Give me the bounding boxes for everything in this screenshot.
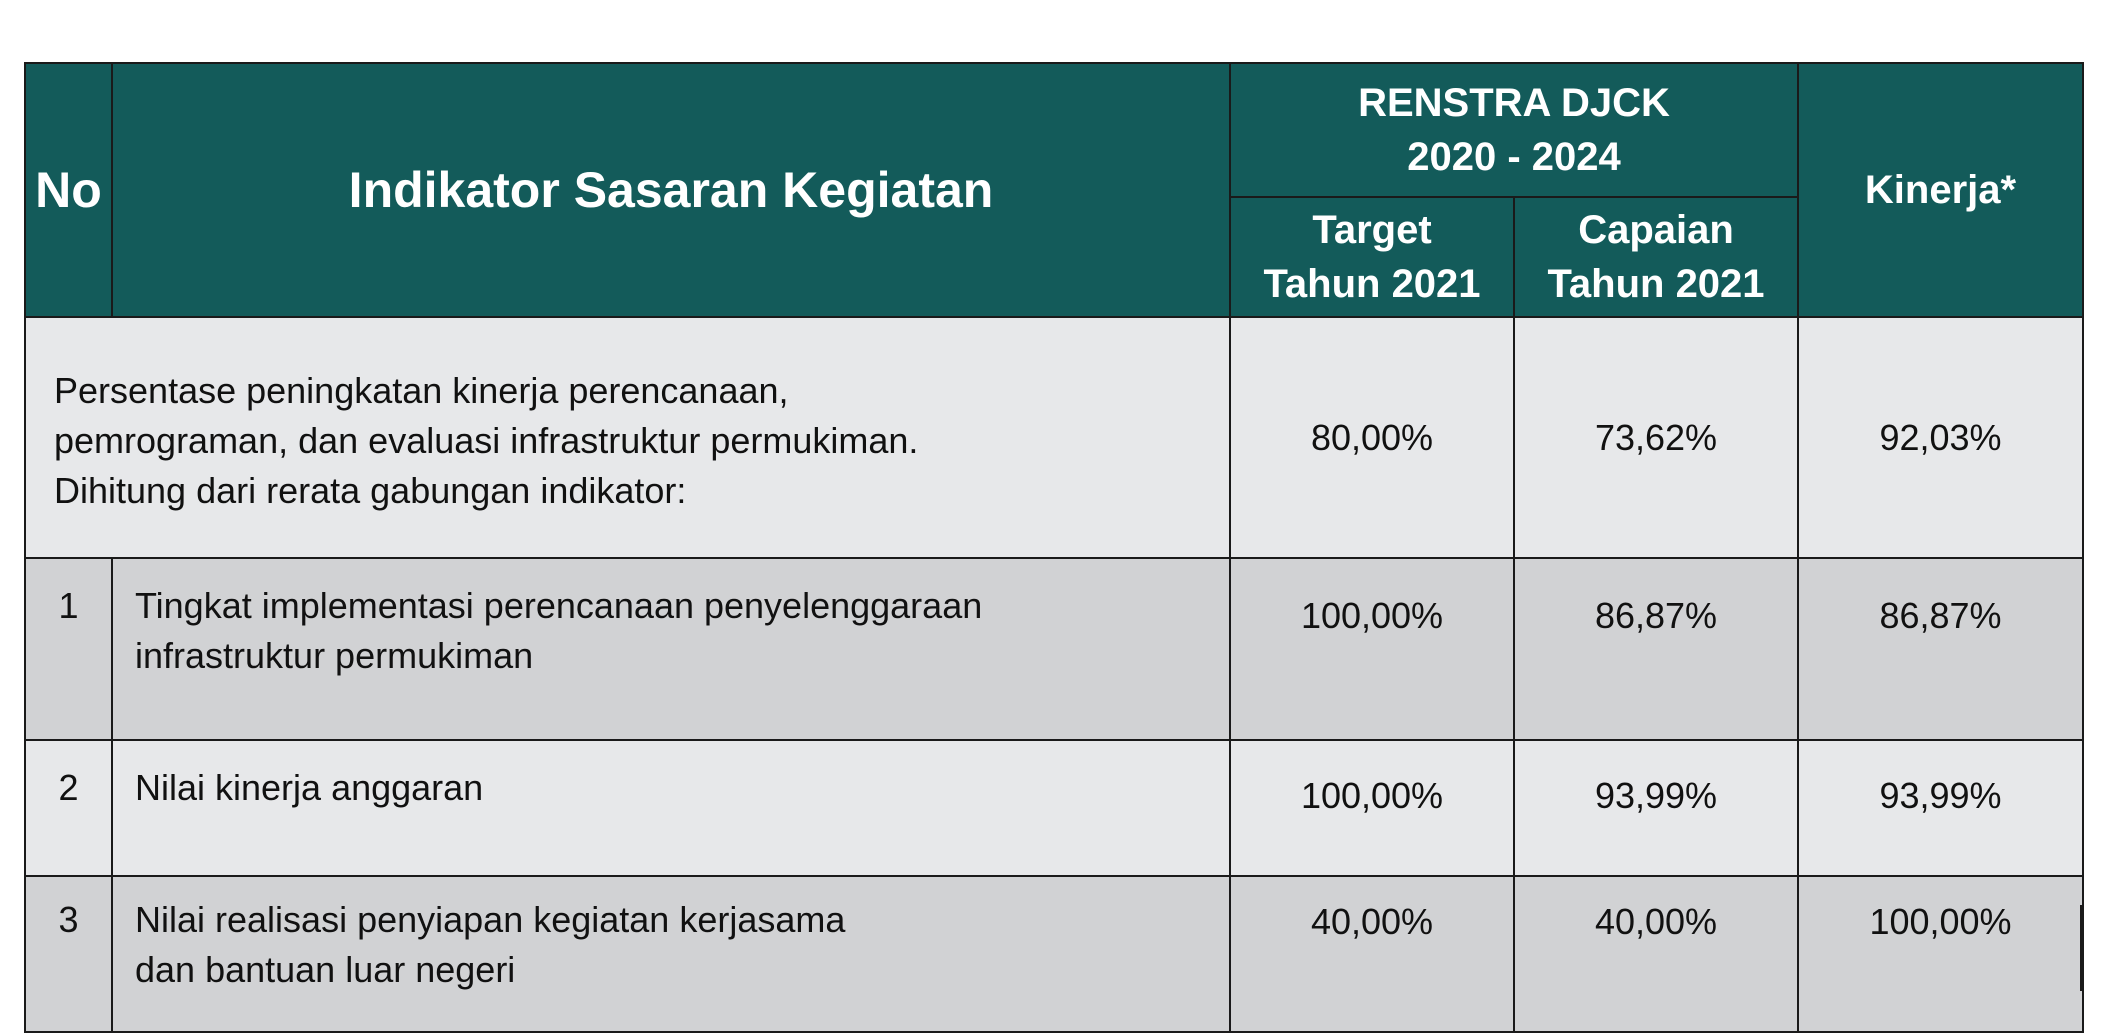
header-capaian [1514,197,1798,317]
row-kinerja: 93,99% [1798,740,2083,876]
summary-indicator-line-1: Persentase peningkatan kinerja perencanaan, [54,369,789,411]
summary-row [25,317,2083,558]
performance-table [24,62,2084,1033]
header-no: No [25,63,112,317]
header-capaian-year: Tahun 2021 [1547,262,1765,306]
row-capaian: 40,00% [1514,876,1798,1032]
row-target: 100,00% [1230,740,1514,876]
header-renstra-period: 2020 - 2024 [1407,135,1621,179]
table-body [25,317,2083,1032]
row-indicator-line-1: Nilai realisasi penyiapan kegiatan kerjasama [135,899,846,940]
row-indicator-line-1: Tingkat implementasi perencanaan penyelenggaraan [135,585,983,626]
performance-table-container [24,62,2082,1033]
header-kinerja: Kinerja* [1798,63,2083,317]
row-kinerja: 86,87% [1798,558,2083,740]
summary-indicator-line-2: pemrograman, dan evaluasi infrastruktur permukiman. [54,419,919,461]
row-indicator-line-2: infrastruktur permukiman [135,635,534,676]
summary-indicator [25,317,1230,558]
table-row [25,740,2083,876]
header-renstra [1230,63,1798,197]
row-target: 40,00% [1230,876,1514,1032]
row-indicator [112,876,1230,1032]
row-capaian: 93,99% [1514,740,1798,876]
row-indicator-line-2: dan bantuan luar negeri [135,949,516,990]
row-kinerja: 100,00% [1798,876,2083,1032]
row-number: 2 [25,740,112,876]
header-target [1230,197,1514,317]
header-target-label: Target [1312,208,1432,252]
summary-target: 80,00% [1230,317,1514,558]
row-capaian: 86,87% [1514,558,1798,740]
summary-capaian: 73,62% [1514,317,1798,558]
summary-kinerja: 92,03% [1798,317,2083,558]
row-number: 1 [25,558,112,740]
summary-indicator-line-3: Dihitung dari rerata gabungan indikator: [54,469,687,511]
page-edge-divider [2080,905,2082,991]
table-row [25,558,2083,740]
row-number: 3 [25,876,112,1032]
row-indicator-line-1: Nilai kinerja anggaran [135,767,484,808]
table-header [25,63,2083,317]
header-target-year: Tahun 2021 [1263,262,1481,306]
row-target: 100,00% [1230,558,1514,740]
row-indicator [112,558,1230,740]
header-indicator: Indikator Sasaran Kegiatan [112,63,1230,317]
table-row [25,876,2083,1032]
header-capaian-label: Capaian [1578,208,1734,252]
row-indicator [112,740,1230,876]
header-renstra-title: RENSTRA DJCK [1358,81,1670,125]
